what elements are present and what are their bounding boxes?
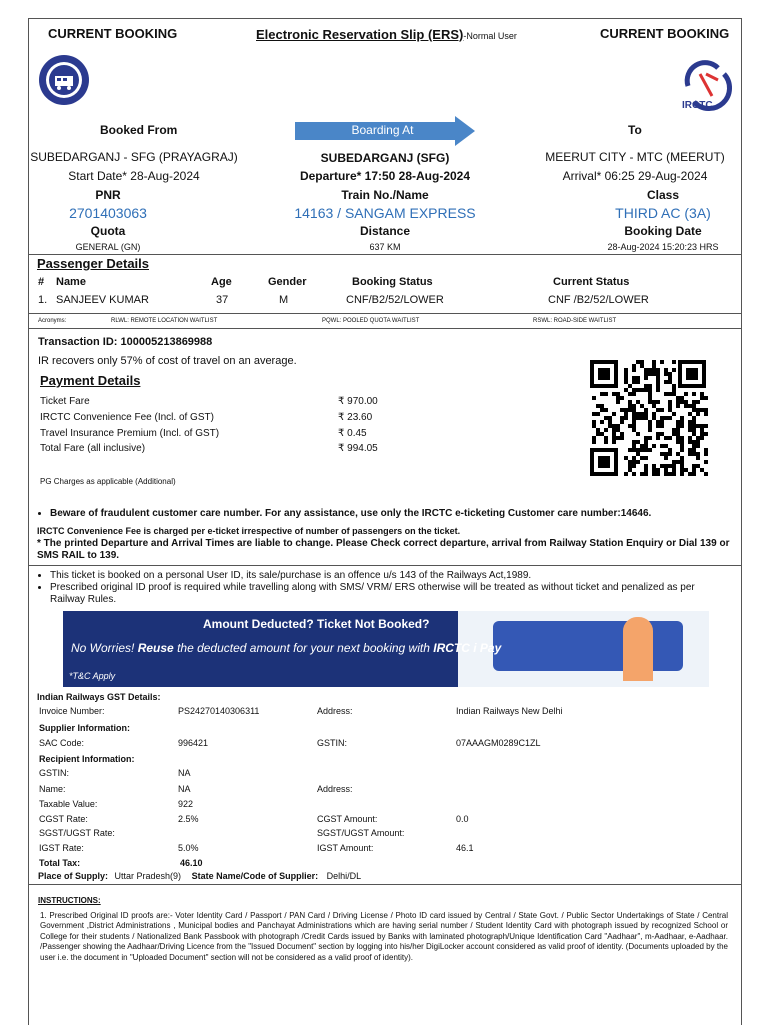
recovery-note: IR recovers only 57% of cost of travel on an average. [38,355,297,367]
place-of-supply: Place of Supply: Uttar Pradesh(9) State Name/Code of Supplier: Delhi/DL [38,871,362,881]
convenience-fee-notice: IRCTC Convenience Fee is charged per e-ticket irrespective of number of passengers on the ticket. [37,526,461,536]
igst-rate-label: IGST Rate: [39,843,84,853]
booking-date-value: 28-Aug-2024 15:20:23 HRS [607,242,719,252]
gstin-value: 07AAAGM0289C1ZL [456,738,541,748]
divider [28,313,742,314]
insurance-value: ₹ 0.45 [338,428,367,439]
train-graphic [493,621,683,671]
id-proof-notice: • Prescribed original ID proof is required while travelling along with SMS/ VRM/ ERS otherwise will be treated as without ticket and penalized as per Railway Rules. [50,582,726,606]
booking-date-label: Booking Date [624,224,702,238]
boarding-at-label: Boarding At [351,123,414,137]
current-booking-right: CURRENT BOOKING [600,26,730,41]
divider [28,565,742,566]
address-label: Address: [317,706,353,716]
invoice-value: PS24270140306311 [178,706,260,716]
woman-graphic [623,617,653,681]
address-value: Indian Railways New Delhi [456,706,563,716]
cgst-rate-value: 2.5% [178,814,199,824]
from-station: SUBEDARGANJ - SFG (PRAYAGRAJ) [30,150,238,164]
col-header-booking-status: Booking Status [352,276,433,288]
page-title: Electronic Reservation Slip (ERS)-Normal User [256,27,517,42]
irctc-logo [678,56,734,112]
pnr-value: 2701403063 [69,205,147,221]
recipient-address-label: Address: [317,784,353,794]
train-label: Train No./Name [341,188,429,202]
acronym-rswl: RSWL: ROAD-SIDE WAITLIST [533,318,617,324]
legal-notices [36,570,726,606]
personal-id-notice: • This ticket is booked on a personal User ID, its sale/purchase is an offence u/s 143 of the Railways Act,1989. [50,570,726,582]
current-booking-left: CURRENT BOOKING [48,26,178,41]
convenience-fee-label: IRCTC Convenience Fee (Incl. of GST) [40,412,214,423]
quota-value: GENERAL (GN) [75,242,141,252]
recipient-name-label: Name: [39,784,66,794]
col-header-gender: Gender [268,276,307,288]
gstin-label: GSTIN: [317,738,348,748]
col-header-no: # [38,276,45,288]
class-label: Class [646,188,680,202]
transaction-id: Transaction ID: 100005213869988 [38,336,213,348]
ticket-fare-label: Ticket Fare [40,396,90,407]
passenger-row-gender: M [279,294,289,306]
passenger-details-title: Passenger Details [37,256,150,271]
to-station: MEERUT CITY - MTC (MEERUT) [545,150,725,164]
total-fare-value: ₹ 994.05 [338,443,378,454]
recipient-name-value: NA [178,784,191,794]
sgst-amount-label: SGST/UGST Amount: [317,828,405,838]
instructions-heading: INSTRUCTIONS: [38,896,101,905]
to-label: To [628,123,642,137]
passenger-row-name: SANJEEV KUMAR [56,294,149,306]
passenger-row-booking-status: CNF/B2/52/LOWER [346,294,444,306]
ipay-banner[interactable] [63,611,709,687]
fraud-notice: • Beware of fraudulent customer care number. For any assistance, use only the IRCTC e-ticketing Customer care number:14646. [36,508,736,520]
boarding-at-arrow [295,116,475,146]
acronym-pqwl: PQWL: POOLED QUOTA WAITLIST [322,318,420,324]
pg-charges-note: PG Charges as applicable (Additional) [40,477,176,486]
irctc-logo-text: IRCTC [682,100,713,111]
passenger-row-no: 1. [38,294,48,306]
total-tax-label: Total Tax: [39,858,81,868]
sac-label: SAC Code: [39,738,85,748]
igst-amount-value: 46.1 [456,843,474,853]
gst-title: Indian Railways GST Details: [37,692,161,702]
banner-headline: Amount Deducted? Ticket Not Booked? [203,617,430,631]
convenience-fee-value: ₹ 23.60 [338,412,373,423]
payment-details-title: Payment Details [40,373,141,388]
instruction-item-1: 1. Prescribed Original ID proofs are:- Voter Identity Card / Passport / PAN Card / Driving License / Photo ID card issued by Central / State Govt. / Public Sector Undertakings of State / Central Government ,District Administrations , Municipal bodies and Panchayat Administrations which are having serial number / Student Identity Card with photograph issued by recognized School or College for their students / Nationalized Bank Passbook with photograph /Credit Cards issued by Banks with laminated photograph/Unique Identification Card "Aadhaar", m-Aadhaar, e-Aadhaar. /Passenger showing the Aadhaar/Driving Licence from the "Issued Document" section by logging into his/her DigiLocker account considered as valid proof of identity. (Documents uploaded by the user i.e. the document in "Uploaded Document" section will not be considered as a valid proof of identity). [40,911,728,962]
banner-message: No Worries! Reuse the deducted amount for your next booking with IRCTC i Pay [71,641,502,655]
boarding-station: SUBEDARGANJ (SFG) [320,151,450,165]
class-value: THIRD AC (3A) [615,205,711,221]
divider [28,328,742,329]
booked-from-label: Booked From [100,123,178,137]
col-header-age: Age [211,276,232,288]
sac-value: 996421 [178,738,209,748]
recipient-info-label: Recipient Information: [39,754,135,764]
total-tax-value: 46.10 [180,858,203,868]
igst-amount-label: IGST Amount: [317,843,374,853]
distance-label: Distance [359,224,411,238]
indian-railways-logo [38,54,90,106]
invoice-label: Invoice Number: [39,706,105,716]
igst-rate-value: 5.0% [178,843,199,853]
cgst-amount-label: CGST Amount: [317,814,378,824]
col-header-name: Name [56,276,86,288]
departure-time: Departure* 17:50 28-Aug-2024 [299,169,471,183]
acronym-rlwl: RLWL: REMOTE LOCATION WAITLIST [111,318,218,324]
passenger-row-age: 37 [216,294,229,306]
passenger-row-current-status: CNF /B2/52/LOWER [548,294,649,306]
banner-tc: *T&C Apply [69,671,116,681]
distance-value: 637 KM [369,242,401,252]
quota-label: Quota [90,224,126,238]
start-date: Start Date* 28-Aug-2024 [68,169,200,183]
timing-notice: * The printed Departure and Arrival Times are liable to change. Please Check correct departure, arrival from Railway Station Enquiry or Dial 139 or SMS RAIL to 139. [37,538,730,561]
qr-code [590,360,712,476]
taxable-value-label: Taxable Value: [39,799,98,809]
total-fare-label: Total Fare (all inclusive) [40,443,146,454]
recipient-gstin-value: NA [178,768,191,778]
taxable-value: 922 [178,799,194,809]
supplier-info-label: Supplier Information: [39,723,130,733]
divider [28,254,742,255]
cgst-amount-value: 0.0 [456,814,469,824]
divider [28,884,742,885]
sgst-rate-label: SGST/UGST Rate: [39,828,115,838]
train-value: 14163 / SANGAM EXPRESS [294,205,476,221]
ticket-fare-value: ₹ 970.00 [338,396,378,407]
recipient-gstin-label: GSTIN: [39,768,70,778]
arrival-time: Arrival* 06:25 29-Aug-2024 [562,169,708,183]
pnr-label: PNR [95,188,121,202]
insurance-label: Travel Insurance Premium (Incl. of GST) [40,428,220,439]
acronyms-label: Acronyms: [38,318,67,324]
cgst-rate-label: CGST Rate: [39,814,88,824]
col-header-current-status: Current Status [553,276,630,288]
